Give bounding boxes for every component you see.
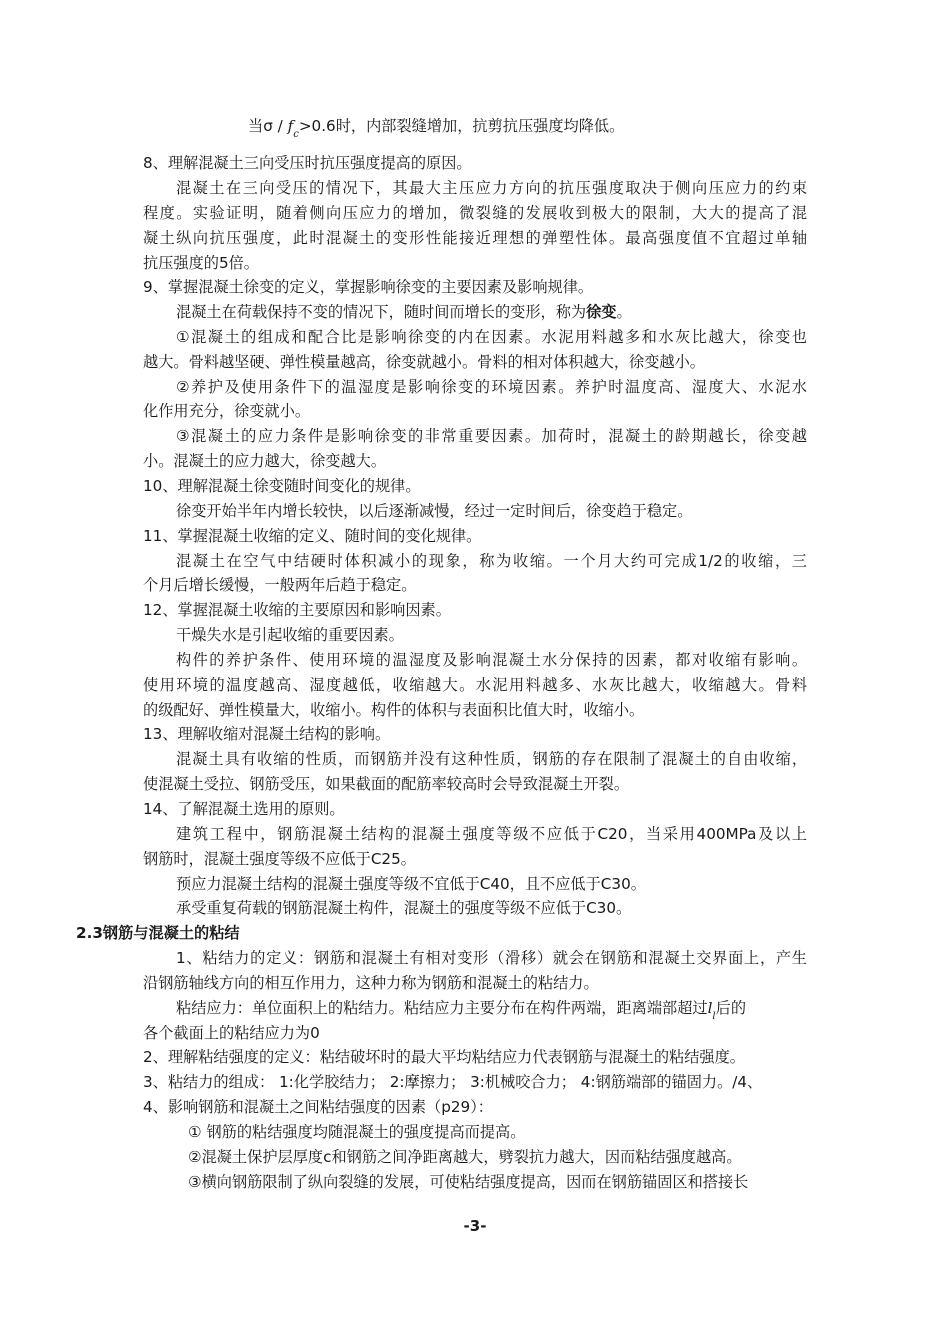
length-subscript: l bbox=[712, 1011, 716, 1022]
page-number: -3- bbox=[463, 1217, 487, 1235]
section-heading-2-3: 2.3钢筋与混凝土的粘结 bbox=[76, 924, 240, 942]
paragraph-line: 混凝土在三向受压的情况下，其最大主压应力方向的抗压强度取决于侧向压应力的约束 bbox=[176, 179, 807, 197]
heading-item-12: 12、掌握混凝土收缩的主要原因和影响因素。 bbox=[143, 601, 451, 619]
paragraph-line: 使用环境的温度越高、湿度越低，收缩越大。水泥用料越多、水灰比越大，收缩越大。骨料 bbox=[143, 676, 807, 694]
paragraph-line: 越大。骨料越坚硬、弹性模量越高，徐变就越小。骨料的相对体积越大，徐变越小。 bbox=[143, 353, 705, 371]
paragraph-line: 构件的养护条件、使用环境的温湿度及影响混凝土水分保持的因素，都对收缩有影响。 bbox=[176, 651, 807, 669]
list-item: ②混凝土保护层厚度c和钢筋之间净距离越大，劈裂抗力越大，因而粘结强度越高。 bbox=[188, 1148, 742, 1166]
bond-stress-text: 粘结应力：单位面积上的粘结力。粘结应力主要分布在构件两端，距离端部超过 bbox=[176, 999, 708, 1017]
creep-definition-text: 混凝土在荷载保持不变的情况下，随时间而增长的变形，称为 bbox=[176, 303, 587, 321]
heading-item-13: 13、理解收缩对混凝土结构的影响。 bbox=[143, 725, 391, 743]
paragraph-line: 承受重复荷载的钢筋混凝土构件，混凝土的强度等级不应低于C30。 bbox=[176, 899, 632, 917]
paragraph-line: 抗压强度的5倍。 bbox=[143, 254, 259, 272]
paragraph-line: 凝土纵向抗压强度，此时混凝土的变形性能接近理想的弹塑性体。最高强度值不宜超过单轴 bbox=[143, 229, 807, 247]
paragraph-line: 个月后增长缓慢，一般两年后趋于稳定。 bbox=[143, 576, 417, 594]
heading-item-14: 14、了解混凝土选用的原则。 bbox=[143, 800, 345, 818]
heading-item-11: 11、掌握混凝土收缩的定义、随时间的变化规律。 bbox=[143, 527, 482, 545]
paragraph-line: 小。混凝土的应力越大，徐变越大。 bbox=[143, 452, 386, 470]
paragraph-line: 混凝土具有收缩的性质，而钢筋并没有这种性质，钢筋的存在限制了混凝土的自由收缩， bbox=[176, 750, 807, 768]
paragraph-line: 4、影响钢筋和混凝土之间粘结强度的因素（p29）： bbox=[143, 1098, 493, 1116]
creep-definition-end: 。 bbox=[616, 303, 632, 321]
paragraph-line: 预应力混凝土结构的混凝土强度等级不宜低于C40，且不应低于C30。 bbox=[176, 875, 646, 893]
paragraph-line: 程度。实验证明，随着侧向压应力的增加，微裂缝的发展收到极大的限制，大大的提高了混 bbox=[143, 204, 807, 222]
formula-c-subscript: c bbox=[293, 129, 299, 140]
list-item: ① 钢筋的粘结强度均随混凝土的强度提高而提高。 bbox=[188, 1123, 526, 1141]
paragraph-line: 沿钢筋轴线方向的相互作用力，这种力称为钢筋和混凝土的粘结力。 bbox=[143, 974, 599, 992]
paragraph-line: 3、粘结力的组成： 1:化学胶结力； 2:摩擦力； 3:机械咬合力； 4:钢筋端部的锚固力。/4、 bbox=[143, 1073, 763, 1091]
length-symbol: l bbox=[707, 999, 713, 1017]
paragraph-line: 干燥失水是引起收缩的重要因素。 bbox=[176, 626, 404, 644]
paragraph-line: 混凝土在空气中结硬时体积减小的现象，称为收缩。一个月大约可完成1/2的收缩，三 bbox=[176, 552, 807, 570]
paragraph-line: ②养护及使用条件下的温湿度是影响徐变的环境因素。养护时温度高、湿度大、水泥水 bbox=[176, 378, 807, 396]
paragraph-line: ③混凝土的应力条件是影响徐变的非常重要因素。加荷时，混凝土的龄期越长，徐变越 bbox=[176, 427, 807, 445]
heading-item-10: 10、理解混凝土徐变随时间变化的规律。 bbox=[143, 477, 421, 495]
list-item: ③横向钢筋限制了纵向裂缝的发展，可使粘结强度提高，因而在钢筋锚固区和搭接长 bbox=[188, 1173, 749, 1191]
paragraph-line: 使混凝土受拉、钢筋受压，如果截面的配筋率较高时会导致混凝土开裂。 bbox=[143, 775, 629, 793]
paragraph-line: 2、理解粘结强度的定义：粘结破坏时的最大平均粘结应力代表钢筋与混凝土的粘结强度。 bbox=[143, 1048, 745, 1066]
formula-prefix: 当σ / bbox=[248, 117, 288, 135]
paragraph-line: 各个截面上的粘结应力为0 bbox=[143, 1024, 320, 1042]
paragraph-line: 1、粘结力的定义：钢筋和混凝土有相对变形（滑移）就会在钢筋和混凝土交界面上，产生 bbox=[176, 949, 807, 967]
creep-definition-line bbox=[176, 302, 632, 322]
formula-suffix: >0.6时，内部裂缝增加，抗剪抗压强度均降低。 bbox=[298, 117, 625, 135]
paragraph-line: 钢筋时，混凝土强度等级不应低于C25。 bbox=[143, 850, 416, 868]
paragraph-line: 徐变开始半年内增长较快，以后逐渐减慢，经过一定时间后，徐变趋于稳定。 bbox=[176, 502, 693, 520]
paragraph-line: 的级配好、弹性模量大，收缩小。构件的体积与表面积比值大时，收缩小。 bbox=[143, 701, 645, 719]
paragraph-line: 化作用充分，徐变就小。 bbox=[143, 402, 311, 420]
formula-f-symbol: f bbox=[287, 117, 294, 135]
formula-line bbox=[248, 116, 624, 145]
creep-term: 徐变 bbox=[586, 303, 617, 321]
heading-item-8: 8、理解混凝土三向受压时抗压强度提高的原因。 bbox=[143, 154, 472, 172]
heading-item-9: 9、掌握混凝土徐变的定义，掌握影响徐变的主要因素及影响规律。 bbox=[143, 278, 594, 296]
paragraph-line: 建筑工程中，钢筋混凝土结构的混凝土强度等级不应低于C20，当采用400MPa及以上 bbox=[176, 825, 807, 843]
paragraph-line: ①混凝土的组成和配合比是影响徐变的内在因素。水泥用料越多和水灰比越大，徐变也 bbox=[176, 328, 807, 346]
bond-stress-text-end: 后的 bbox=[715, 999, 746, 1017]
